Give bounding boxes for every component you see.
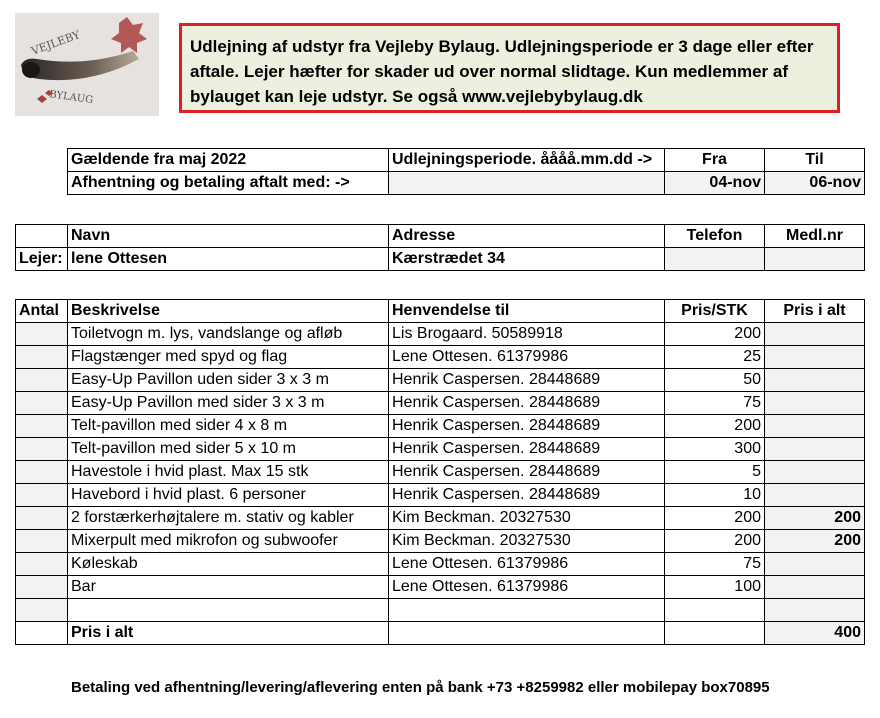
item-row bbox=[16, 438, 865, 461]
item-qty[interactable] bbox=[16, 576, 68, 599]
col-address: Adresse bbox=[389, 225, 665, 248]
renter-name[interactable]: lene Ottesen bbox=[68, 248, 389, 271]
item-row bbox=[16, 323, 865, 346]
item-qty[interactable] bbox=[16, 599, 68, 622]
item-total bbox=[765, 461, 865, 484]
item-description: Flagstænger med spyd og flag bbox=[68, 346, 389, 369]
item-total bbox=[765, 484, 865, 507]
renter-phone[interactable] bbox=[665, 248, 765, 271]
col-qty: Antal bbox=[16, 300, 68, 323]
from-date[interactable]: 04-nov bbox=[665, 172, 765, 195]
payment-footer: Betaling ved afhentning/levering/aflevering enten på bank +73 +8259982 eller mobilepay box70895 bbox=[71, 679, 770, 696]
item-unit-price: 100 bbox=[665, 576, 765, 599]
item-contact: Kim Beckman. 20327530 bbox=[389, 530, 665, 553]
item-description: Køleskab bbox=[68, 553, 389, 576]
renter-header-row bbox=[16, 225, 865, 248]
item-description: Telt-pavillon med sider 5 x 10 m bbox=[68, 438, 389, 461]
renter-address[interactable]: Kærstrædet 34 bbox=[389, 248, 665, 271]
item-row bbox=[16, 553, 865, 576]
item-description: Telt-pavillon med sider 4 x 8 m bbox=[68, 415, 389, 438]
item-qty[interactable] bbox=[16, 369, 68, 392]
item-row bbox=[16, 530, 865, 553]
item-unit-price: 75 bbox=[665, 553, 765, 576]
item-qty[interactable] bbox=[16, 392, 68, 415]
item-unit-price: 200 bbox=[665, 507, 765, 530]
grand-total-row bbox=[16, 622, 865, 645]
col-name: Navn bbox=[68, 225, 389, 248]
item-contact: Henrik Caspersen. 28448689 bbox=[389, 461, 665, 484]
valid-from-label: Gældende fra maj 2022 bbox=[68, 149, 389, 172]
item-qty[interactable] bbox=[16, 438, 68, 461]
item-qty[interactable] bbox=[16, 346, 68, 369]
col-unit-price: Pris/STK bbox=[665, 300, 765, 323]
item-total bbox=[765, 576, 865, 599]
item-unit-price: 50 bbox=[665, 369, 765, 392]
item-description bbox=[68, 599, 389, 622]
item-description: Mixerpult med mikrofon og subwoofer bbox=[68, 530, 389, 553]
item-total: 200 bbox=[765, 530, 865, 553]
period-row-2 bbox=[68, 172, 865, 195]
to-label: Til bbox=[765, 149, 865, 172]
item-unit-price: 200 bbox=[665, 415, 765, 438]
period-table bbox=[67, 148, 865, 195]
grand-total-empty bbox=[665, 622, 765, 645]
item-total bbox=[765, 346, 865, 369]
item-qty[interactable] bbox=[16, 461, 68, 484]
item-qty[interactable] bbox=[16, 415, 68, 438]
item-row bbox=[16, 507, 865, 530]
item-unit-price: 5 bbox=[665, 461, 765, 484]
item-qty[interactable] bbox=[16, 323, 68, 346]
grand-total-label: Pris i alt bbox=[68, 622, 389, 645]
item-unit-price: 300 bbox=[665, 438, 765, 461]
col-phone: Telefon bbox=[665, 225, 765, 248]
item-total: 200 bbox=[765, 507, 865, 530]
col-desc: Beskrivelse bbox=[68, 300, 389, 323]
item-description: Toiletvogn m. lys, vandslange og afløb bbox=[68, 323, 389, 346]
pickup-label: Afhentning og betaling aftalt med: -> bbox=[68, 172, 389, 195]
renter-row bbox=[16, 248, 865, 271]
item-total bbox=[765, 553, 865, 576]
col-total: Pris i alt bbox=[765, 300, 865, 323]
renter-header-empty bbox=[16, 225, 68, 248]
item-contact: Henrik Caspersen. 28448689 bbox=[389, 484, 665, 507]
rental-notice: Udlejning af udstyr fra Vejleby Bylaug. Udlejningsperiode er 3 dage eller efter aftale. Lejer hæfter for skader ud over normal slidtage. Kun medlemmer af bylauget kan leje udstyr. Se også www.vejlebybylaug.dk bbox=[179, 23, 840, 113]
item-unit-price: 10 bbox=[665, 484, 765, 507]
logo-text-top: VEJLEBY bbox=[29, 28, 82, 58]
item-contact: Lis Brogaard. 50589918 bbox=[389, 323, 665, 346]
item-row bbox=[16, 392, 865, 415]
item-qty[interactable] bbox=[16, 530, 68, 553]
grand-total-value: 400 bbox=[765, 622, 865, 645]
item-row bbox=[16, 346, 865, 369]
item-qty[interactable] bbox=[16, 553, 68, 576]
period-row-1 bbox=[68, 149, 865, 172]
item-description: Havestole i hvid plast. Max 15 stk bbox=[68, 461, 389, 484]
item-qty[interactable] bbox=[16, 484, 68, 507]
item-total bbox=[765, 369, 865, 392]
item-contact: Lene Ottesen. 61379986 bbox=[389, 346, 665, 369]
item-row bbox=[16, 576, 865, 599]
item-row bbox=[16, 369, 865, 392]
item-contact: Henrik Caspersen. 28448689 bbox=[389, 369, 665, 392]
item-total bbox=[765, 392, 865, 415]
item-contact: Kim Beckman. 20327530 bbox=[389, 507, 665, 530]
items-header-row bbox=[16, 300, 865, 323]
renter-label: Lejer: bbox=[16, 248, 68, 271]
item-contact: Henrik Caspersen. 28448689 bbox=[389, 438, 665, 461]
item-total bbox=[765, 599, 865, 622]
item-row bbox=[16, 461, 865, 484]
item-total bbox=[765, 415, 865, 438]
to-date[interactable]: 06-nov bbox=[765, 172, 865, 195]
item-description: Easy-Up Pavillon med sider 3 x 3 m bbox=[68, 392, 389, 415]
renter-member[interactable] bbox=[765, 248, 865, 271]
col-member: Medl.nr bbox=[765, 225, 865, 248]
bylaug-logo bbox=[15, 13, 159, 116]
item-contact: Lene Ottesen. 61379986 bbox=[389, 576, 665, 599]
col-contact: Henvendelse til bbox=[389, 300, 665, 323]
pickup-value[interactable] bbox=[389, 172, 665, 195]
item-description: Havebord i hvid plast. 6 personer bbox=[68, 484, 389, 507]
period-label: Udlejningsperiode. åååå.mm.dd -> bbox=[389, 149, 665, 172]
item-row bbox=[16, 415, 865, 438]
item-description: 2 forstærkerhøjtalere m. stativ og kabler bbox=[68, 507, 389, 530]
item-row bbox=[16, 599, 865, 622]
item-unit-price: 75 bbox=[665, 392, 765, 415]
renter-table bbox=[15, 224, 865, 271]
item-unit-price: 200 bbox=[665, 530, 765, 553]
item-contact bbox=[389, 599, 665, 622]
item-total bbox=[765, 438, 865, 461]
item-description: Bar bbox=[68, 576, 389, 599]
item-contact: Henrik Caspersen. 28448689 bbox=[389, 415, 665, 438]
item-contact: Lene Ottesen. 61379986 bbox=[389, 553, 665, 576]
grand-total-empty bbox=[16, 622, 68, 645]
items-table bbox=[15, 299, 865, 645]
item-unit-price: 25 bbox=[665, 346, 765, 369]
item-description: Easy-Up Pavillon uden sider 3 x 3 m bbox=[68, 369, 389, 392]
item-unit-price: 200 bbox=[665, 323, 765, 346]
from-label: Fra bbox=[665, 149, 765, 172]
logo-text-bottom: BYLAUG bbox=[48, 89, 94, 107]
item-unit-price bbox=[665, 599, 765, 622]
item-total bbox=[765, 323, 865, 346]
item-contact: Henrik Caspersen. 28448689 bbox=[389, 392, 665, 415]
grand-total-empty bbox=[389, 622, 665, 645]
item-row bbox=[16, 484, 865, 507]
item-qty[interactable] bbox=[16, 507, 68, 530]
